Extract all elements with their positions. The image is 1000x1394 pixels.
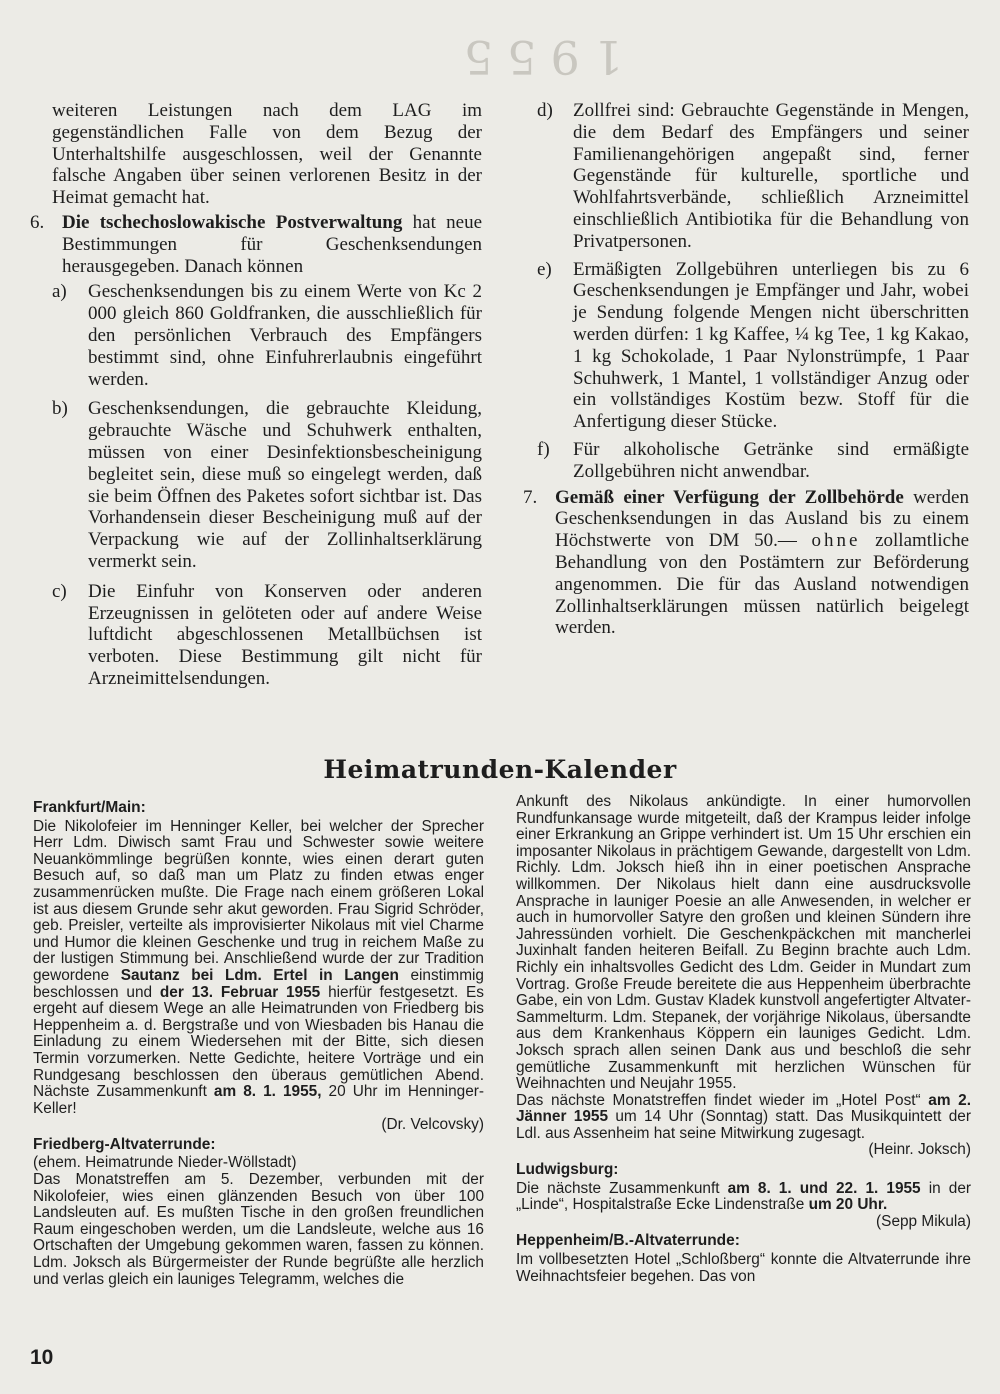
friedberg-heading: Friedberg-Altvaterrunde: [33,1135,216,1153]
ludwigsburg-text-2: in der „Linde“, Hospitalstraße Ecke Lindenstraße [516,1179,971,1214]
item-7 [523,487,969,640]
bottom-right-column [516,794,971,1285]
item-7-number: 7. [523,486,538,508]
frankfurt-bold-1: Sautanz bei Ldm. Ertel in Langen [120,966,399,984]
frankfurt-signature: (Dr. Velcovsky) [381,1116,484,1134]
item-e-text: Ermäßigten Zollgebühren unterliegen bis zu 6 Geschenksendungen je Empfänger und Jahr, wobei je Sendung folgende Mengen nicht überschritten werden dürfen: 1 kg Kaffee, ¼ kg Tee, 1 kg Kakao, 1 kg Schokolade, 1 Paar Nylonstrümpfe, 1 Paar Schuhwerk, 1 Mantel, 1 vollständiger Anzug oder ein vollständiges Kostüm bezw. Stoff für die Anfertigung dieser Stücke. [573,258,969,433]
item-7-spaced: ohne [811,530,861,552]
ludwigsburg-signature: (Sepp Mikula) [876,1212,971,1230]
friedberg-continuation: Ankunft des Nikolaus ankündigte. In einer humorvollen Rundfunkansage wurde mitgeteilt, daß der Krampus leider infolge einer Erkrankung an Grippe verhindert ist. Um 15 Uhr erschien ein imposanter Nikolaus in prächtigem Gewande, dargestellt von Ldm. Richly. Ldm. Joksch hieß ihn in einer poetischen Ansprache willkommen. Der Nikolaus hielt dann eine ausdrucksvolle Ansprache in launiger Poesie an alle Anwesenden, in welcher er auch in humorvoller Satyre den großen und kleinen Sündern ihre Jahressünden vorhielt. Die Geschenkpäckchen mit mancherlei Juxinhalt fanden heiteren Beifall. Zu Beginn brachte auch Ldm. Richly ein inhaltsvolles Gedicht des Ldm. Geider in Mundart zum Vortrag. Große Freude bereitete die aus Heppenheim überbrachte Gabe, ein von Ldm. Gustav Kladek kunstvoll angefertigter Altvater-Sammelturm. Ldm. Stepanek, der vorjährige Nikolaus, übersandte aus dem Krankenhaus Köppern ein launiges Gedicht. Ldm. Joksch sprach allen seinen Dank aus und beschloß die sehr gemütliche Zusammenkunft mit herzlichen Wünschen für Weihnachten und Neujahr 1955. [516,793,971,1093]
ludwigsburg-bold-1: am 8. 1. und 22. 1. 1955 [727,1179,921,1197]
item-c-text: Die Einfuhr von Konserven oder anderen Erzeugnissen in gelöteten oder auf andere Weise luftdicht abgeschlossenen Metallbüchsen ist verboten. Diese Bestimmung gilt nicht für Arzneimittelsendungen. [88,580,482,689]
top-left-column [30,100,483,690]
item-a-label: a) [52,281,67,303]
heppenheim-text: Im vollbesetzten Hotel „Schloßberg“ konnte die Altvaterrunde ihre Weihnachtsfeier begehen. Das von [516,1251,971,1285]
frankfurt-bold-2: der 13. Februar 1955 [159,983,321,1001]
frankfurt-text-4: 20 Uhr im Henninger-Keller! [33,1083,485,1117]
frankfurt-heading: Frankfurt/Main: [33,799,146,816]
kalender-title: Heimatrunden-Kalender [323,755,677,784]
frankfurt-text-3: hierfür festgesetzt. Es ergeht auf diesem Wege an alle Heimatrunden von Friedberg bis Heppenheim a. d. Bergstraße und von Wiesbaden bis Hanau die Einladung zu einem Wiedersehen mit der Bitte, sich diesen Termin vorzumerken. Nette Gedichte, heitere Vorträge und ein Rundgesang beschlossen den überaus gemütlichen Abend. Nächste Zusammenkunft [33,983,485,1101]
friedberg-next-bold: am 2. Jänner 1955 [516,1091,972,1126]
year-stamp: 1955 [450,30,624,84]
frankfurt-text-1: Die Nikolofeier im Henninger Keller, bei welcher der Sprecher Herr Ldm. Diwisch samt Frau und Schwester sowie weitere Neuankömmlinge begrüßen konnte, wies einen derart guten Besuch auf, so daß man um Platz zu finden etwas enger zusammenrücken mußte. Die Frage nach einem größeren Lokal ist aus diesem Grunde sehr akut geworden. Frau Sigrid Schröder, geb. Preisler, verteilte als improvisierter Nikolaus mit viel Charme und Humor die kleinen Geschenke und trug in reichem Maße zu der lustigen Stimmung bei. Anschließend wurde der zur Tradition gewordene [33,817,484,984]
item-b-text: Geschenksendungen, die gebrauchte Kleidung, gebrauchte Wäsche und Schuhwerk enthalten, müssen von einer Desinfektionsbescheinigung begleitet sein, diese muß so eingelegt werden, daß sie beim Öffnen des Paketes sofort sichtbar ist. Das Vorhandensein dieser Bescheinigung muß auf der Verpackung wie auf der Zollinhaltserklärung vermerkt sein. [88,398,482,572]
item-d-text: Zollfrei sind: Gebrauchte Gegenstände in Mengen, die dem Bedarf des Empfängers und seiner Familienangehörigen angepaßt sind, ferner Gegenstände für kulturelle, sportliche und Wohlfahrtsverbände, schließlich Arzneimittel einschließlich Antibiotika für die Behandlung von Privatpersonen. [573,100,969,252]
item-e [537,259,969,433]
item-6-number: 6. [30,211,45,233]
heppenheim-heading: Heppenheim/B.-Altvaterrunde: [516,1232,740,1250]
item-7-text-2: zollamtliche Behandlung von den Postämtern zur Beförderung angenommen. Die für das Ausland notwendigen Zollinhaltserklärungen müssen natürlich beigelegt werden. [555,530,969,639]
friedberg-subtitle: (ehem. Heimatrunde Nieder-Wöllstadt) [33,1154,297,1172]
friedberg-text: Das Monatstreffen am 5. Dezember, verbunden mit der Nikolofeier, wies einen glänzenden Besuch von über 100 Landsleuten auf. Es mußten Tische in den großen freundlichen Raum eingeschoben werden, um die Landsleute, welche aus 16 Ortschaften der Umgebung gekommen waren, fassen zu können. Ldm. Joksch als Bürgermeister der Runde begrüßte alle herzlich und verlas gleich ein launiges Telegramm, welches die [33,1171,484,1288]
page-number: 10 [30,1346,54,1369]
intro-paragraph: weiteren Leistungen nach dem LAG im gegenständlichen Falle von dem Bezug der Unterhaltshilfe ausgeschlossen, weil der Genannte falsche Angaben über seinen verlorenen Besitz in der Heimat gemacht hat. [52,100,482,209]
ludwigsburg-bold-2: um 20 Uhr. [808,1196,888,1214]
ludwigsburg-text [516,1181,971,1214]
frankfurt-bold-3: am 8. 1. 1955, [213,1083,322,1101]
item-f-label: f) [537,438,550,460]
friedberg-signature: (Heinr. Joksch) [868,1141,971,1159]
item-7-bold: Gemäß einer Verfügung der Zollbehörde [555,486,904,508]
ludwigsburg-heading: Ludwigsburg: [516,1161,619,1179]
item-7-text-1: werden Geschenksendungen in das Ausland bis zu einem Höchstwerte von DM 50.— [555,486,969,552]
item-c-label: c) [52,580,67,602]
item-b [52,398,482,572]
item-6 [30,212,482,277]
item-f-text: Für alkoholische Getränke sind ermäßigte Zollgebühren nicht anwendbar. [573,438,969,482]
bottom-left-column [33,798,484,1288]
item-f [537,439,969,483]
item-d-label: d) [537,100,553,121]
frankfurt-text-2: einstimmig beschlossen und [33,966,484,1001]
item-c [52,581,482,690]
item-b-label: b) [52,398,68,420]
frankfurt-text [33,819,484,1118]
friedberg-next-meeting [516,1093,971,1143]
item-d [537,100,969,253]
item-a [52,281,482,390]
item-a-text: Geschenksendungen bis zu einem Werte von Kc 2 000 gleich 860 Goldfranken, die ausschließlich für den persönlichen Verbrauch des Empfängers bestimmt sind, ohne Einfuhrerlaubnis eingeführt werden. [88,281,482,390]
ludwigsburg-text-1: Die nächste Zusammenkunft [516,1179,728,1197]
friedberg-next-text-2: um 14 Uhr (Sonntag) statt. Das Musikquintett der Ldl. aus Assenheim hat seine Mitwirkung zugesagt. [516,1108,971,1142]
top-right-column [523,100,969,639]
item-6-text: hat neue Bestimmungen für Geschenksendungen herausgegeben. Danach können [62,211,483,277]
item-6-bold: Die tschechoslowakische Postverwaltung [62,211,403,233]
item-e-label: e) [537,258,552,280]
friedberg-next-text-1: Das nächste Monatstreffen findet wieder im „Hotel Post“ [516,1091,929,1109]
